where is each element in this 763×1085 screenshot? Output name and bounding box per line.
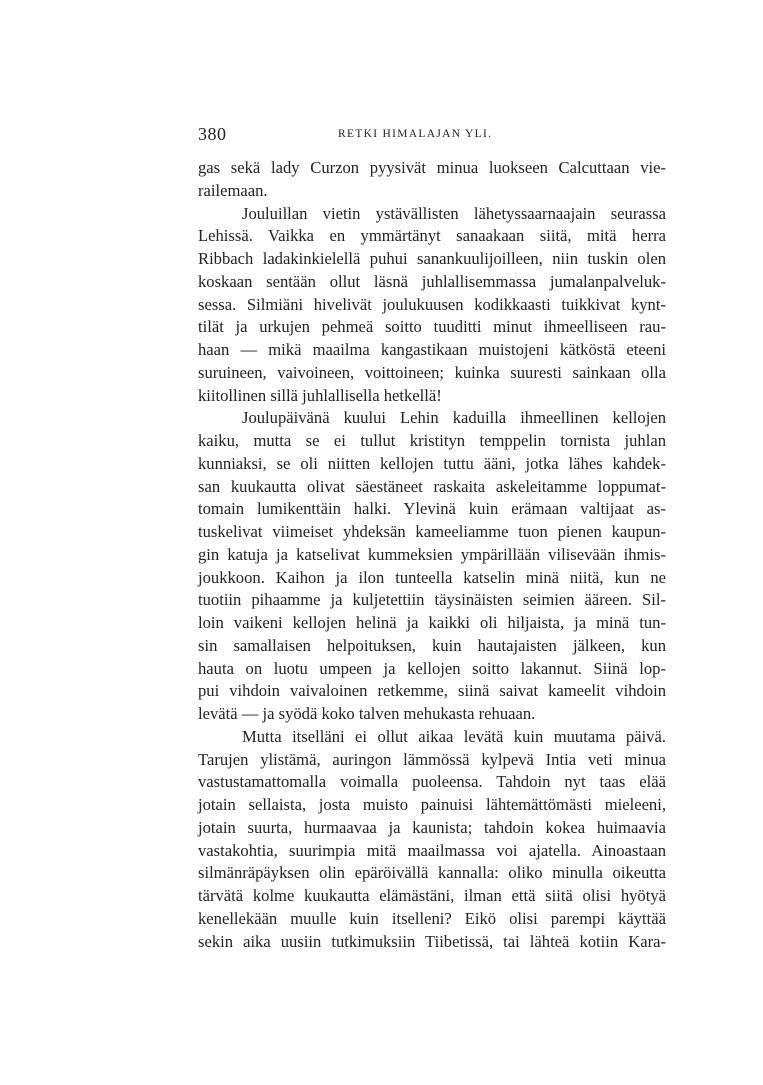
text-line: haan — mikä maailma kangastikaan muistojeni kätköstä eteeni — [198, 340, 666, 359]
text-line: suruineen, vaivoineen, voittoineen; kuinka suuresti sainkaan olla — [198, 362, 666, 382]
text-line: sekin aika uusiin tutkimuksiin Tiibetissä, tai lähteä kotiin Kara- — [198, 931, 666, 951]
text-line: loin vaikeni kellojen helinä ja kaikki oli hiljaista, ja minä tun- — [198, 613, 666, 632]
text-line: tuskelivat viimeiset yhdeksän kameeliamme tuon pienen kaupun- — [198, 522, 666, 541]
text-line: hauta on luotu umpeen ja kellojen soitto lakannut. Siinä lop- — [198, 658, 666, 678]
paragraph-first-line: Mutta itselläni ei ollut aikaa levätä kuin muutama päivä. — [242, 726, 666, 746]
running-head: RETKI HIMALAJAN YLI. — [338, 128, 493, 140]
text-line: tärvätä kolme kuukautta elämästäni, ilman että siitä olisi hyötyä — [198, 886, 666, 905]
text-line: Ribbach ladakinkielellä puhui sanankuulijoilleen, niin tuskin olen — [198, 249, 666, 268]
text-line: koskaan sentään ollut läsnä juhlallisemmassa jumalanpalveluk- — [198, 271, 666, 291]
body-text — [198, 157, 666, 953]
text-line: Lehissä. Vaikka en ymmärtänyt sanaakaan siitä, mitä herra — [198, 226, 666, 246]
text-line: tomain lumikenttäin halki. Ylevinä kuin erämaan valtijaat as- — [198, 499, 666, 519]
text-line: san kuukautta olivat säestäneet raskaita askeleitamme loppumat- — [198, 476, 666, 496]
text-line: kenellekään muulle kuin itselleni? Eikö olisi parempi käyttää — [198, 908, 666, 928]
text-line: silmänräpäyksen olin epäröivällä kannalla: oliko minulla oikeutta — [198, 863, 666, 883]
text-line: jotain sellaista, josta muisto painuisi lähtemättömästi mieleeni, — [198, 795, 666, 814]
text-line: kunniaksi, se oli niitten kellojen tuttu ääni, jotka lähes kahdek- — [198, 453, 666, 473]
text-line: railemaan. — [198, 180, 268, 200]
text-line: levätä — ja syödä koko talven mehukasta rehuaan. — [198, 704, 536, 723]
paragraph-first-line: Jouluillan vietin ystävällisten lähetyssaarnaajain seurassa — [242, 203, 666, 223]
text-line: sin samallaisen helpoituksen, kuin hautajaisten jälkeen, kun — [198, 635, 666, 655]
page-header — [198, 124, 666, 146]
page-number: 380 — [198, 124, 227, 144]
text-line: tuotiin pihaamme ja kuljetettiin täysinäisten seimien ääreen. Sil- — [198, 590, 666, 610]
text-line: sessa. Silmiäni hivelivät joulukuusen kodikkaasti tuikkivat kynt- — [198, 294, 666, 314]
text-line: gas sekä lady Curzon pyysivät minua luokseen Calcuttaan vie- — [198, 158, 666, 177]
text-line: tilät ja urkujen pehmeä soitto tuuditti minut ihmeelliseen rau- — [198, 317, 666, 337]
text-line: jotain suurta, hurmaavaa ja kaunista; tahdoin kokea huimaavia — [198, 817, 666, 837]
text-line: kaiku, mutta se ei tullut kristityn temppelin tornista juhlan — [198, 431, 666, 450]
text-line: vastustamattomalla voimalla puoleensa. Tahdoin nyt taas elää — [198, 772, 666, 792]
text-line: joukkoon. Kaihon ja ilon tunteella katselin minä niitä, kun ne — [198, 567, 666, 587]
paragraph-first-line: Joulupäivänä kuului Lehin kaduilla ihmeellinen kellojen — [242, 408, 666, 428]
text-line: pui vihdoin vaivaloinen retkemme, siinä saivat kameelit vihdoin — [198, 681, 666, 701]
text-line: Tarujen ylistämä, auringon lämmössä kylpevä Intia veti minua — [198, 749, 666, 769]
text-line: kiitollinen sillä juhlallisella hetkellä! — [198, 385, 442, 405]
text-line: gin katuja ja katselivat kummeksien ympärillään vilisevään ihmis- — [198, 544, 666, 564]
text-line: vastakohtia, suurimpia mitä maailmassa voi ajatella. Ainoastaan — [198, 840, 666, 860]
